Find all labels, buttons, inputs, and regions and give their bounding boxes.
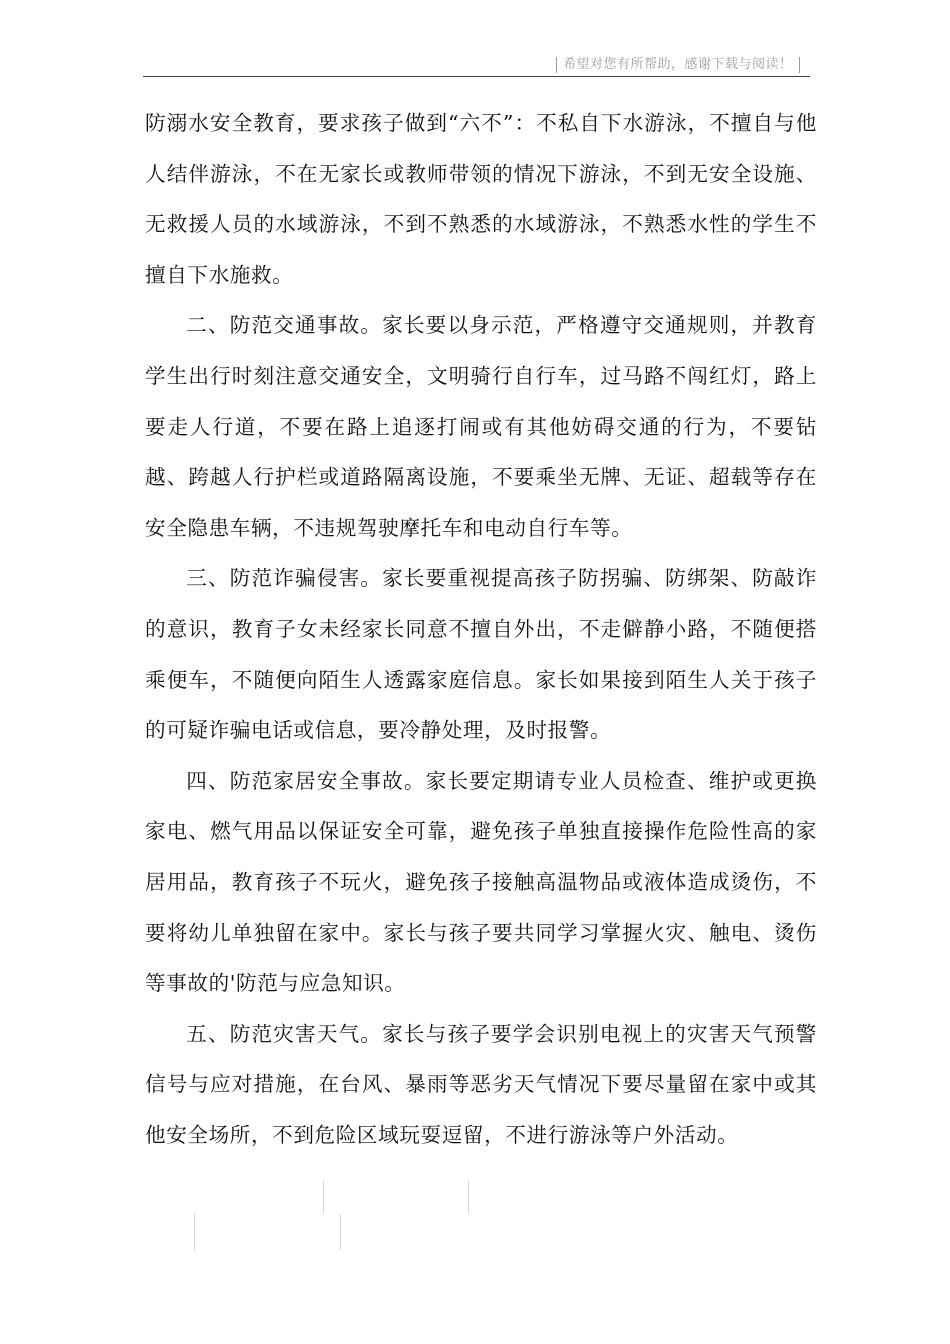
scan-artifact-line bbox=[340, 1214, 341, 1250]
paragraph-drowning-prevention: 防溺水安全教育，要求孩子做到“六不”：不私自下水游泳，不擅自与他人结伴游泳，不在无家长或教师带领的情况下游泳，不到无安全设施、无救援人员的水域游泳，不到不熟悉的水域游泳，不熟悉水性的学生不擅自下水施救。 bbox=[145, 111, 817, 287]
header-note-box bbox=[556, 54, 800, 76]
scan-artifact-line bbox=[323, 1180, 324, 1214]
paragraph-traffic-safety: 二、防范交通事故。家长要以身示范，严格遵守交通规则，并教育学生出行时刻注意交通安全，文明骑行自行车，过马路不闯红灯，路上要走人行道，不要在路上追逐打闹或有其他妨碍交通的行为，不要钻越、跨越人行护栏或道路隔离设施，不要乘坐无牌、无证、超载等存在安全隐患车辆，不违规驾驶摩托车和电动自行车等。 bbox=[145, 313, 817, 540]
header-rule bbox=[143, 76, 810, 77]
paragraph-home-safety: 四、防范家居安全事故。家长要定期请专业人员检查、维护或更换家电、燃气用品以保证安全可靠，避免孩子单独直接操作危险性高的家居用品，教育孩子不玩火，避免孩子接触高温物品或液体造成烫伤，不要将幼儿单独留在家中。家长与孩子要共同学习掌握火灾、触电、烫伤等事故的'防范与应急知识。 bbox=[145, 768, 817, 996]
scan-artifact-line bbox=[468, 1180, 469, 1214]
header-note: 希望对您有所帮助，感谢下载与阅读！ bbox=[556, 57, 800, 73]
document-body bbox=[145, 98, 817, 1160]
paragraph-disaster-weather: 五、防范灾害天气。家长与孩子要学会识别电视上的灾害天气预警信号与应对措施，在台风、暴雨等恶劣天气情况下要尽量留在家中或其他安全场所，不到危险区域玩耍逗留，不进行游泳等户外活动。 bbox=[145, 1021, 817, 1147]
paragraph-fraud-prevention: 三、防范诈骗侵害。家长要重视提高孩子防拐骗、防绑架、防敲诈的意识，教育子女未经家长同意不擅自外出，不走僻静小路，不随便搭乘便车，不随便向陌生人透露家庭信息。家长如果接到陌生人关于孩子的可疑诈骗电话或信息，要冷静处理，及时报警。 bbox=[145, 566, 817, 743]
scan-artifact-line bbox=[194, 1214, 195, 1250]
